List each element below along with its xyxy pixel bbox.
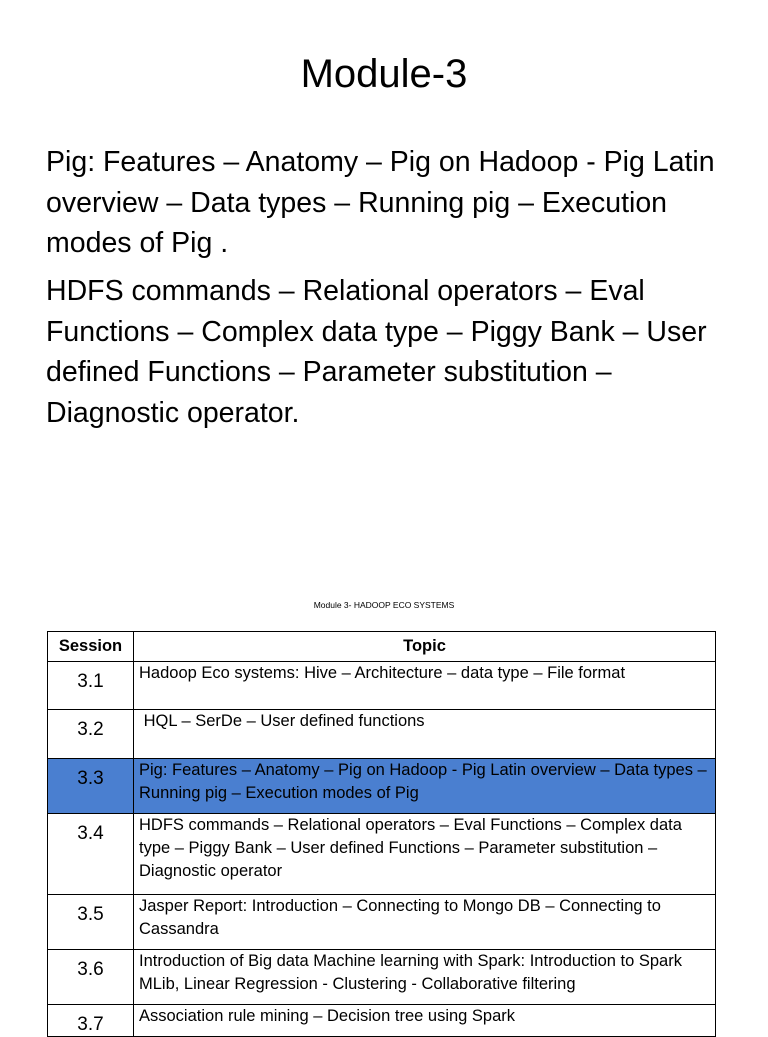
- table-header-row: [48, 632, 716, 662]
- slide-title: Module-3: [300, 52, 468, 96]
- topic-column-header: Topic: [134, 632, 716, 662]
- table-row-highlighted: [48, 759, 716, 814]
- session-topic: Jasper Report: Introduction – Connecting to Mongo DB – Connecting to Cassandra: [134, 895, 716, 950]
- module-paragraph-hdfs: HDFS commands – Relational operators – Eval Functions – Complex data type – Piggy Bank – User defined Functions – Parameter substitution – Diagnostic operator.: [46, 275, 707, 429]
- session-topic-table: [47, 631, 716, 1037]
- session-topic: Hadoop Eco systems: Hive – Architecture – data type – File format: [134, 662, 716, 710]
- session-number: 3.4: [48, 814, 134, 895]
- session-column-header: Session: [48, 632, 134, 662]
- table-row: [48, 814, 716, 895]
- session-number: 3.3: [48, 759, 134, 814]
- session-number: 3.5: [48, 895, 134, 950]
- module-paragraph-pig: Pig: Features – Anatomy – Pig on Hadoop - Pig Latin overview – Data types – Running pig – Execution modes of Pig .: [46, 146, 715, 259]
- session-topic: Pig: Features – Anatomy – Pig on Hadoop - Pig Latin overview – Data types – Running pig – Execution modes of Pig: [134, 759, 716, 814]
- table-row: [48, 895, 716, 950]
- table-row: [48, 1005, 716, 1037]
- session-number: 3.7: [48, 1005, 134, 1037]
- table-row: [48, 662, 716, 710]
- session-number: 3.2: [48, 710, 134, 759]
- session-topic: HQL – SerDe – User defined functions: [134, 710, 716, 759]
- session-topic: HDFS commands – Relational operators – Eval Functions – Complex data type – Piggy Bank – User defined Functions – Parameter substitution – Diagnostic operator: [134, 814, 716, 895]
- session-topic: Introduction of Big data Machine learning with Spark: Introduction to Spark MLib, Linear Regression - Clustering - Collaborative filtering: [134, 950, 716, 1005]
- session-number: 3.6: [48, 950, 134, 1005]
- session-topic: Association rule mining – Decision tree using Spark: [134, 1005, 716, 1037]
- table-row: [48, 950, 716, 1005]
- table-row: [48, 710, 716, 759]
- session-number: 3.1: [48, 662, 134, 710]
- table-caption: Module 3- HADOOP ECO SYSTEMS: [313, 600, 455, 610]
